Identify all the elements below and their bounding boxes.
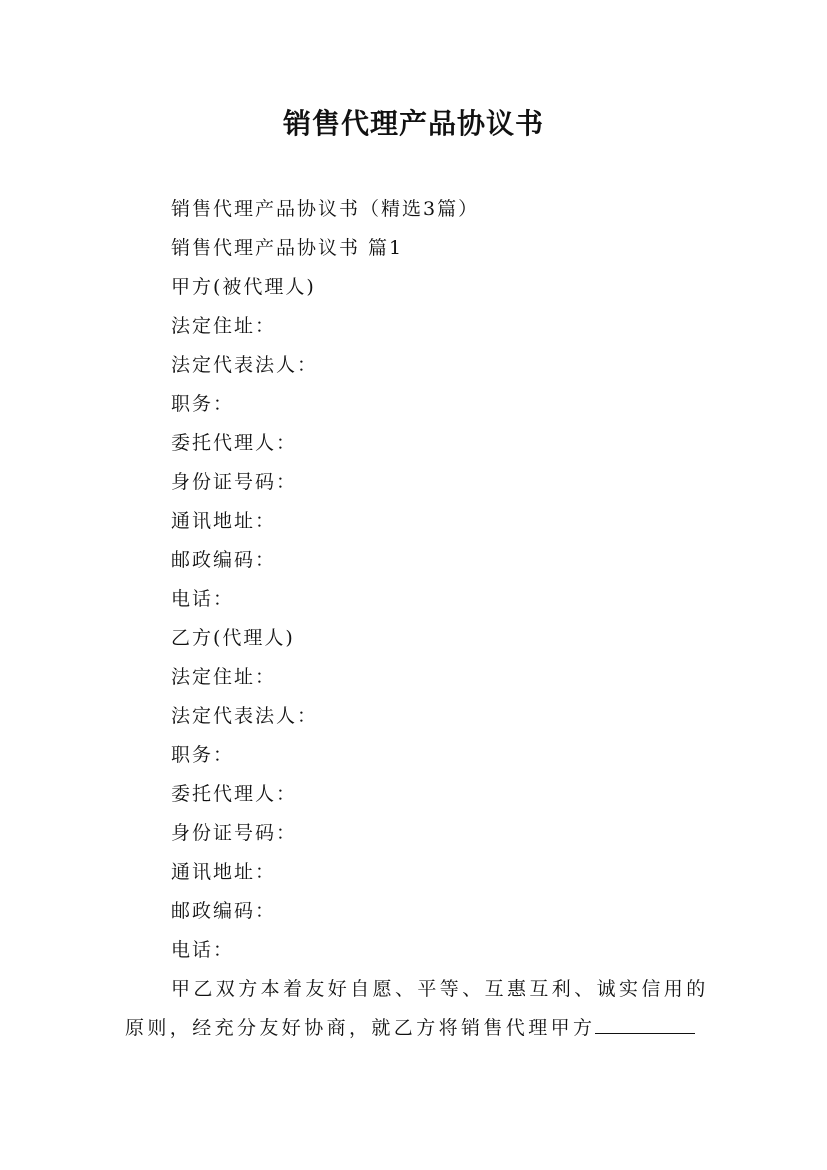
agreement-paragraph-line-2 xyxy=(125,1009,705,1047)
agreement-paragraph-text: 原则，经充分友好协商，就乙方将销售代理甲方 xyxy=(125,1017,596,1039)
party-a-mailing-address: 通讯地址： xyxy=(171,510,277,532)
party-b-phone: 电话： xyxy=(171,939,235,961)
party-b-address: 法定住址： xyxy=(171,666,277,688)
party-b-agent: 委托代理人： xyxy=(171,783,298,805)
party-a-agent: 委托代理人： xyxy=(171,432,298,454)
party-a-legal-rep: 法定代表法人： xyxy=(171,354,319,376)
party-b-heading: 乙方(代理人) xyxy=(171,627,295,649)
party-a-position: 职务： xyxy=(171,393,235,415)
party-b-legal-rep: 法定代表法人： xyxy=(171,705,319,727)
party-a-address: 法定住址： xyxy=(171,315,277,337)
party-a-heading: 甲方(被代理人) xyxy=(171,276,316,298)
party-b-id-number: 身份证号码： xyxy=(171,822,298,844)
party-b-position: 职务： xyxy=(171,744,235,766)
party-a-id-number: 身份证号码： xyxy=(171,471,298,493)
party-b-postal-code: 邮政编码： xyxy=(171,900,277,922)
party-a-postal-code: 邮政编码： xyxy=(171,549,277,571)
section-heading: 销售代理产品协议书 篇1 xyxy=(171,237,404,259)
agreement-paragraph-line-1: 甲乙双方本着友好自愿、平等、互惠互利、诚实信用的 xyxy=(171,978,709,1000)
party-b-mailing-address: 通讯地址： xyxy=(171,861,277,883)
document-title: 销售代理产品协议书 xyxy=(282,107,544,140)
party-a-phone: 电话： xyxy=(171,588,235,610)
blank-underline xyxy=(595,1013,695,1034)
subtitle-line: 销售代理产品协议书（精选3篇） xyxy=(171,198,480,220)
